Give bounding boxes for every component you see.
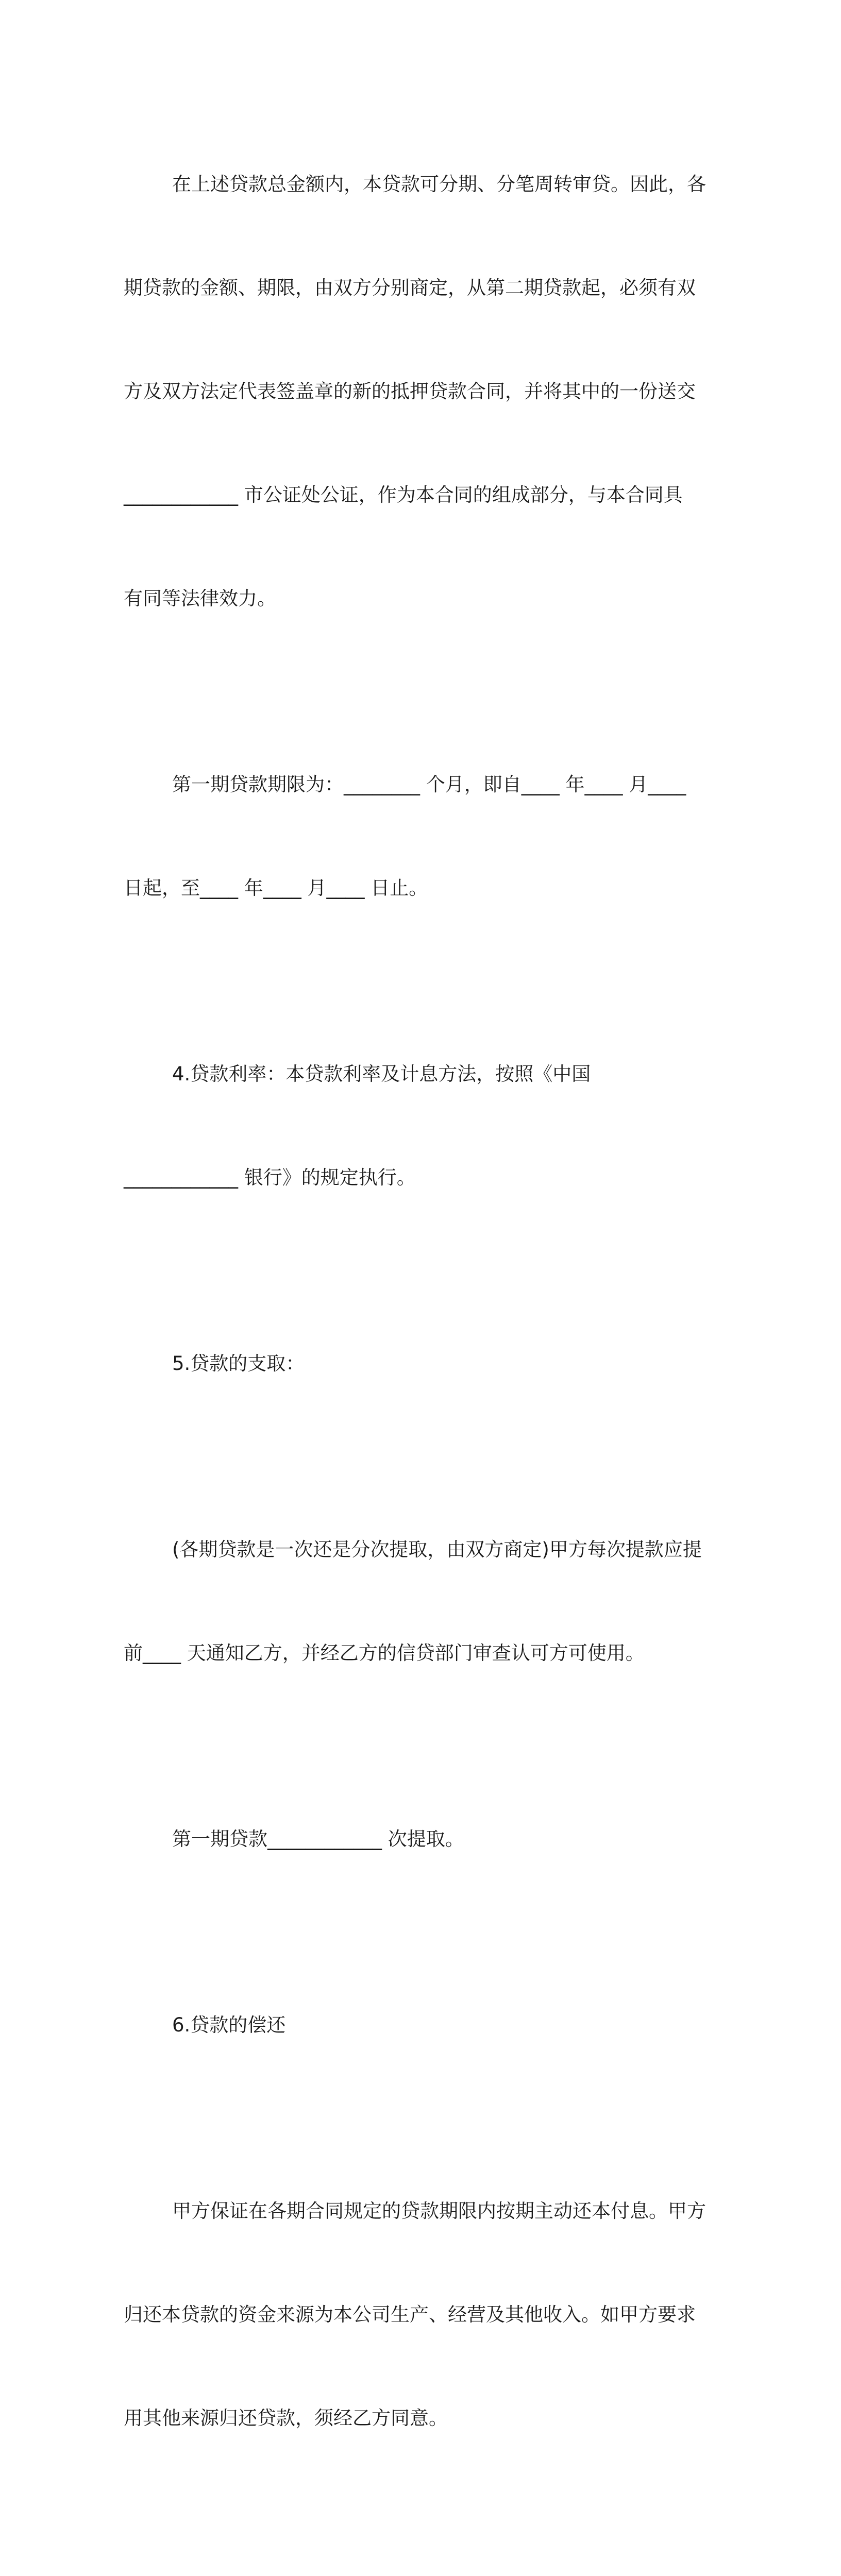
paragraph-repayment-guarantee — [124, 2125, 711, 2504]
text-line: 在上述贷款总金额内，本贷款可分期、分笔周转审贷。因此，各 — [172, 173, 706, 195]
paragraph-loan-installments — [124, 98, 711, 685]
text-line: 5.贷款的支取： — [172, 1352, 305, 1375]
text-line: 日起，至____ 年____ 月____ 日止。 — [124, 877, 428, 899]
text-line: 6.贷款的偿还 — [172, 2014, 286, 2036]
text-line: 有同等法律效力。 — [124, 587, 276, 609]
text-line: 期贷款的金额、期限，由双方分别商定，从第二期贷款起，必须有双 — [124, 277, 696, 299]
heading-loan-repayment — [124, 1939, 711, 2111]
text-line: 归还本贷款的资金来源为本公司生产、经营及其他收入。如甲方要求 — [124, 2303, 696, 2326]
text-line: 用其他来源归还贷款，须经乙方同意。 — [124, 2407, 448, 2429]
paragraph-first-term — [124, 698, 711, 974]
document-body — [124, 98, 711, 2576]
text-line: 甲方保证在各期合同规定的贷款期限内按期主动还本付息。甲方 — [172, 2200, 706, 2222]
text-line: (各期贷款是一次还是分次提取，由双方商定)甲方每次提款应提 — [172, 1538, 702, 1561]
paragraph-interest-rate — [124, 988, 711, 1264]
text-line: 4.贷款利率：本贷款利率及计息方法，按照《中国 — [172, 1063, 591, 1085]
paragraph-final-repayment-date — [124, 2518, 711, 2576]
text-line: ____________ 银行》的规定执行。 — [124, 1166, 416, 1189]
paragraph-first-withdrawal — [124, 1753, 711, 1925]
text-line: 第一期贷款期限为：________ 个月，即自____ 年____ 月____ — [172, 773, 686, 795]
text-line: ____________ 市公证处公证，作为本合同的组成部分，与本合同具 — [124, 484, 683, 506]
paragraph-withdrawal-notice — [124, 1463, 711, 1739]
text-line: 前____ 天通知乙方，并经乙方的信贷部门审查认可方可使用。 — [124, 1642, 645, 1664]
text-line: 方及双方法定代表签盖章的新的抵押贷款合同，并将其中的一份送交 — [124, 380, 696, 402]
heading-loan-withdrawal — [124, 1277, 711, 1450]
text-line: 第一期贷款____________ 次提取。 — [172, 1828, 464, 1850]
